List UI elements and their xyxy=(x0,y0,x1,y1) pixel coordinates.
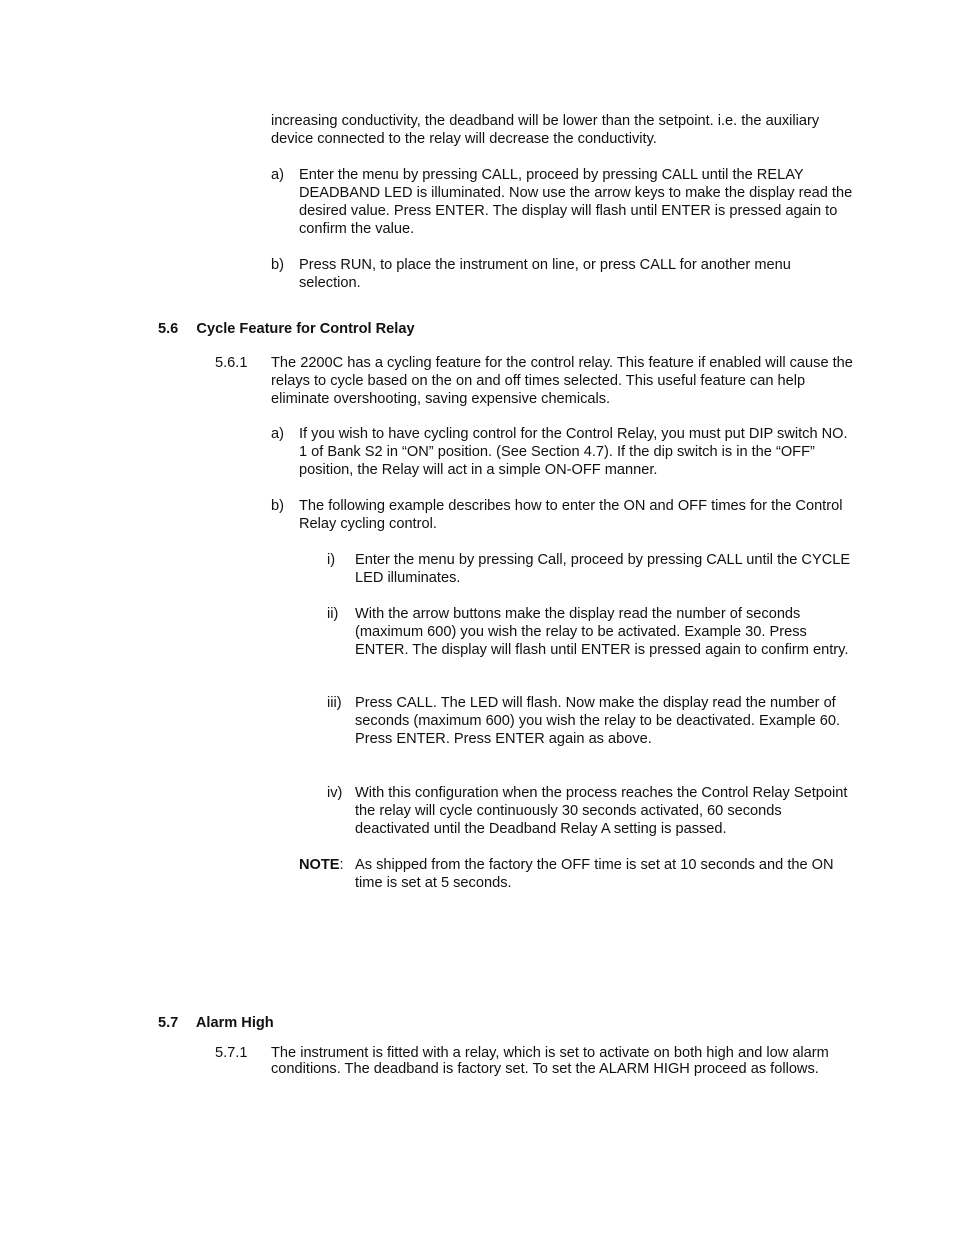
note-label: NOTE: xyxy=(299,857,344,873)
subsection-paragraph: The 2200C has a cycling feature for the control relay. This feature if enabled will cause the relays to cycle based on the on and off times selected. This useful feature can help eliminate overshooting, saving expensive chemicals. xyxy=(271,355,853,407)
subsection-paragraph: The instrument is fitted with a relay, which is set to activate on both high and low alarm conditions. The deadband is factory set. To set the ALARM HIGH proceed as follows. xyxy=(271,1045,829,1077)
sublist-item-text: Press CALL. The LED will flash. Now make the display read the number of seconds (maximum 600) you wish the relay to be deactivated. Example 60. Press ENTER. Press ENTER again as above. xyxy=(355,695,841,747)
sublist-marker: iii) xyxy=(327,695,342,711)
sublist-marker: i) xyxy=(327,552,336,568)
subsection-number: 5.7.1 xyxy=(215,1045,248,1061)
section-title: Alarm High xyxy=(195,1015,274,1031)
list-item-text: The following example describes how to enter the ON and OFF times for the Control Relay cycling control. xyxy=(299,498,843,532)
sublist-item-text: Enter the menu by pressing Call, proceed by pressing CALL until the CYCLE LED illuminates. xyxy=(355,552,851,586)
list-item-text: If you wish to have cycling control for the Control Relay, you must put DIP switch NO. 1 of Bank S2 in “ON” position. (See Section 4.7). If the dip switch is in the “OFF” position, the Relay will act in a simple ON-OFF manner. xyxy=(299,426,848,478)
list-marker: a) xyxy=(271,426,284,442)
subsection-number: 5.6.1 xyxy=(215,355,248,371)
note-text: As shipped from the factory the OFF time is set at 10 seconds and the ON time is set at 5 seconds. xyxy=(355,857,834,891)
intro-paragraph: increasing conductivity, the deadband will be lower than the setpoint. i.e. the auxiliary device connected to the relay will decrease the conductivity. xyxy=(271,113,820,147)
list-marker: b) xyxy=(271,257,284,273)
sublist-item-text: With this configuration when the process reaches the Control Relay Setpoint the relay will cycle continuously 30 seconds activated, 60 seconds deactivated until the Deadband Relay A setting is passed. xyxy=(355,785,848,837)
section-heading-5-7 xyxy=(158,1014,274,1032)
section-heading-5-6 xyxy=(158,320,415,338)
list-marker: a) xyxy=(271,167,284,183)
sublist-marker: ii) xyxy=(327,606,339,622)
list-marker: b) xyxy=(271,498,284,514)
section-number: 5.6 xyxy=(158,321,179,337)
section-title: Cycle Feature for Control Relay xyxy=(196,321,415,337)
section-number: 5.7 xyxy=(158,1015,179,1031)
list-item-text: Enter the menu by pressing CALL, proceed by pressing CALL until the RELAY DEADBAND LED is illuminated. Now use the arrow keys to make the display read the desired value. Press ENTER. The display will flash until ENTER is pressed again to confirm the value. xyxy=(299,167,853,237)
list-item-text: Press RUN, to place the instrument on line, or press CALL for another menu selection. xyxy=(299,257,791,291)
sublist-item-text: With the arrow buttons make the display read the number of seconds (maximum 600) you wish the relay to be activated. Example 30. Press ENTER. The display will flash until ENTER is pressed again to confirm entry. xyxy=(355,606,849,658)
sublist-marker: iv) xyxy=(327,785,343,801)
